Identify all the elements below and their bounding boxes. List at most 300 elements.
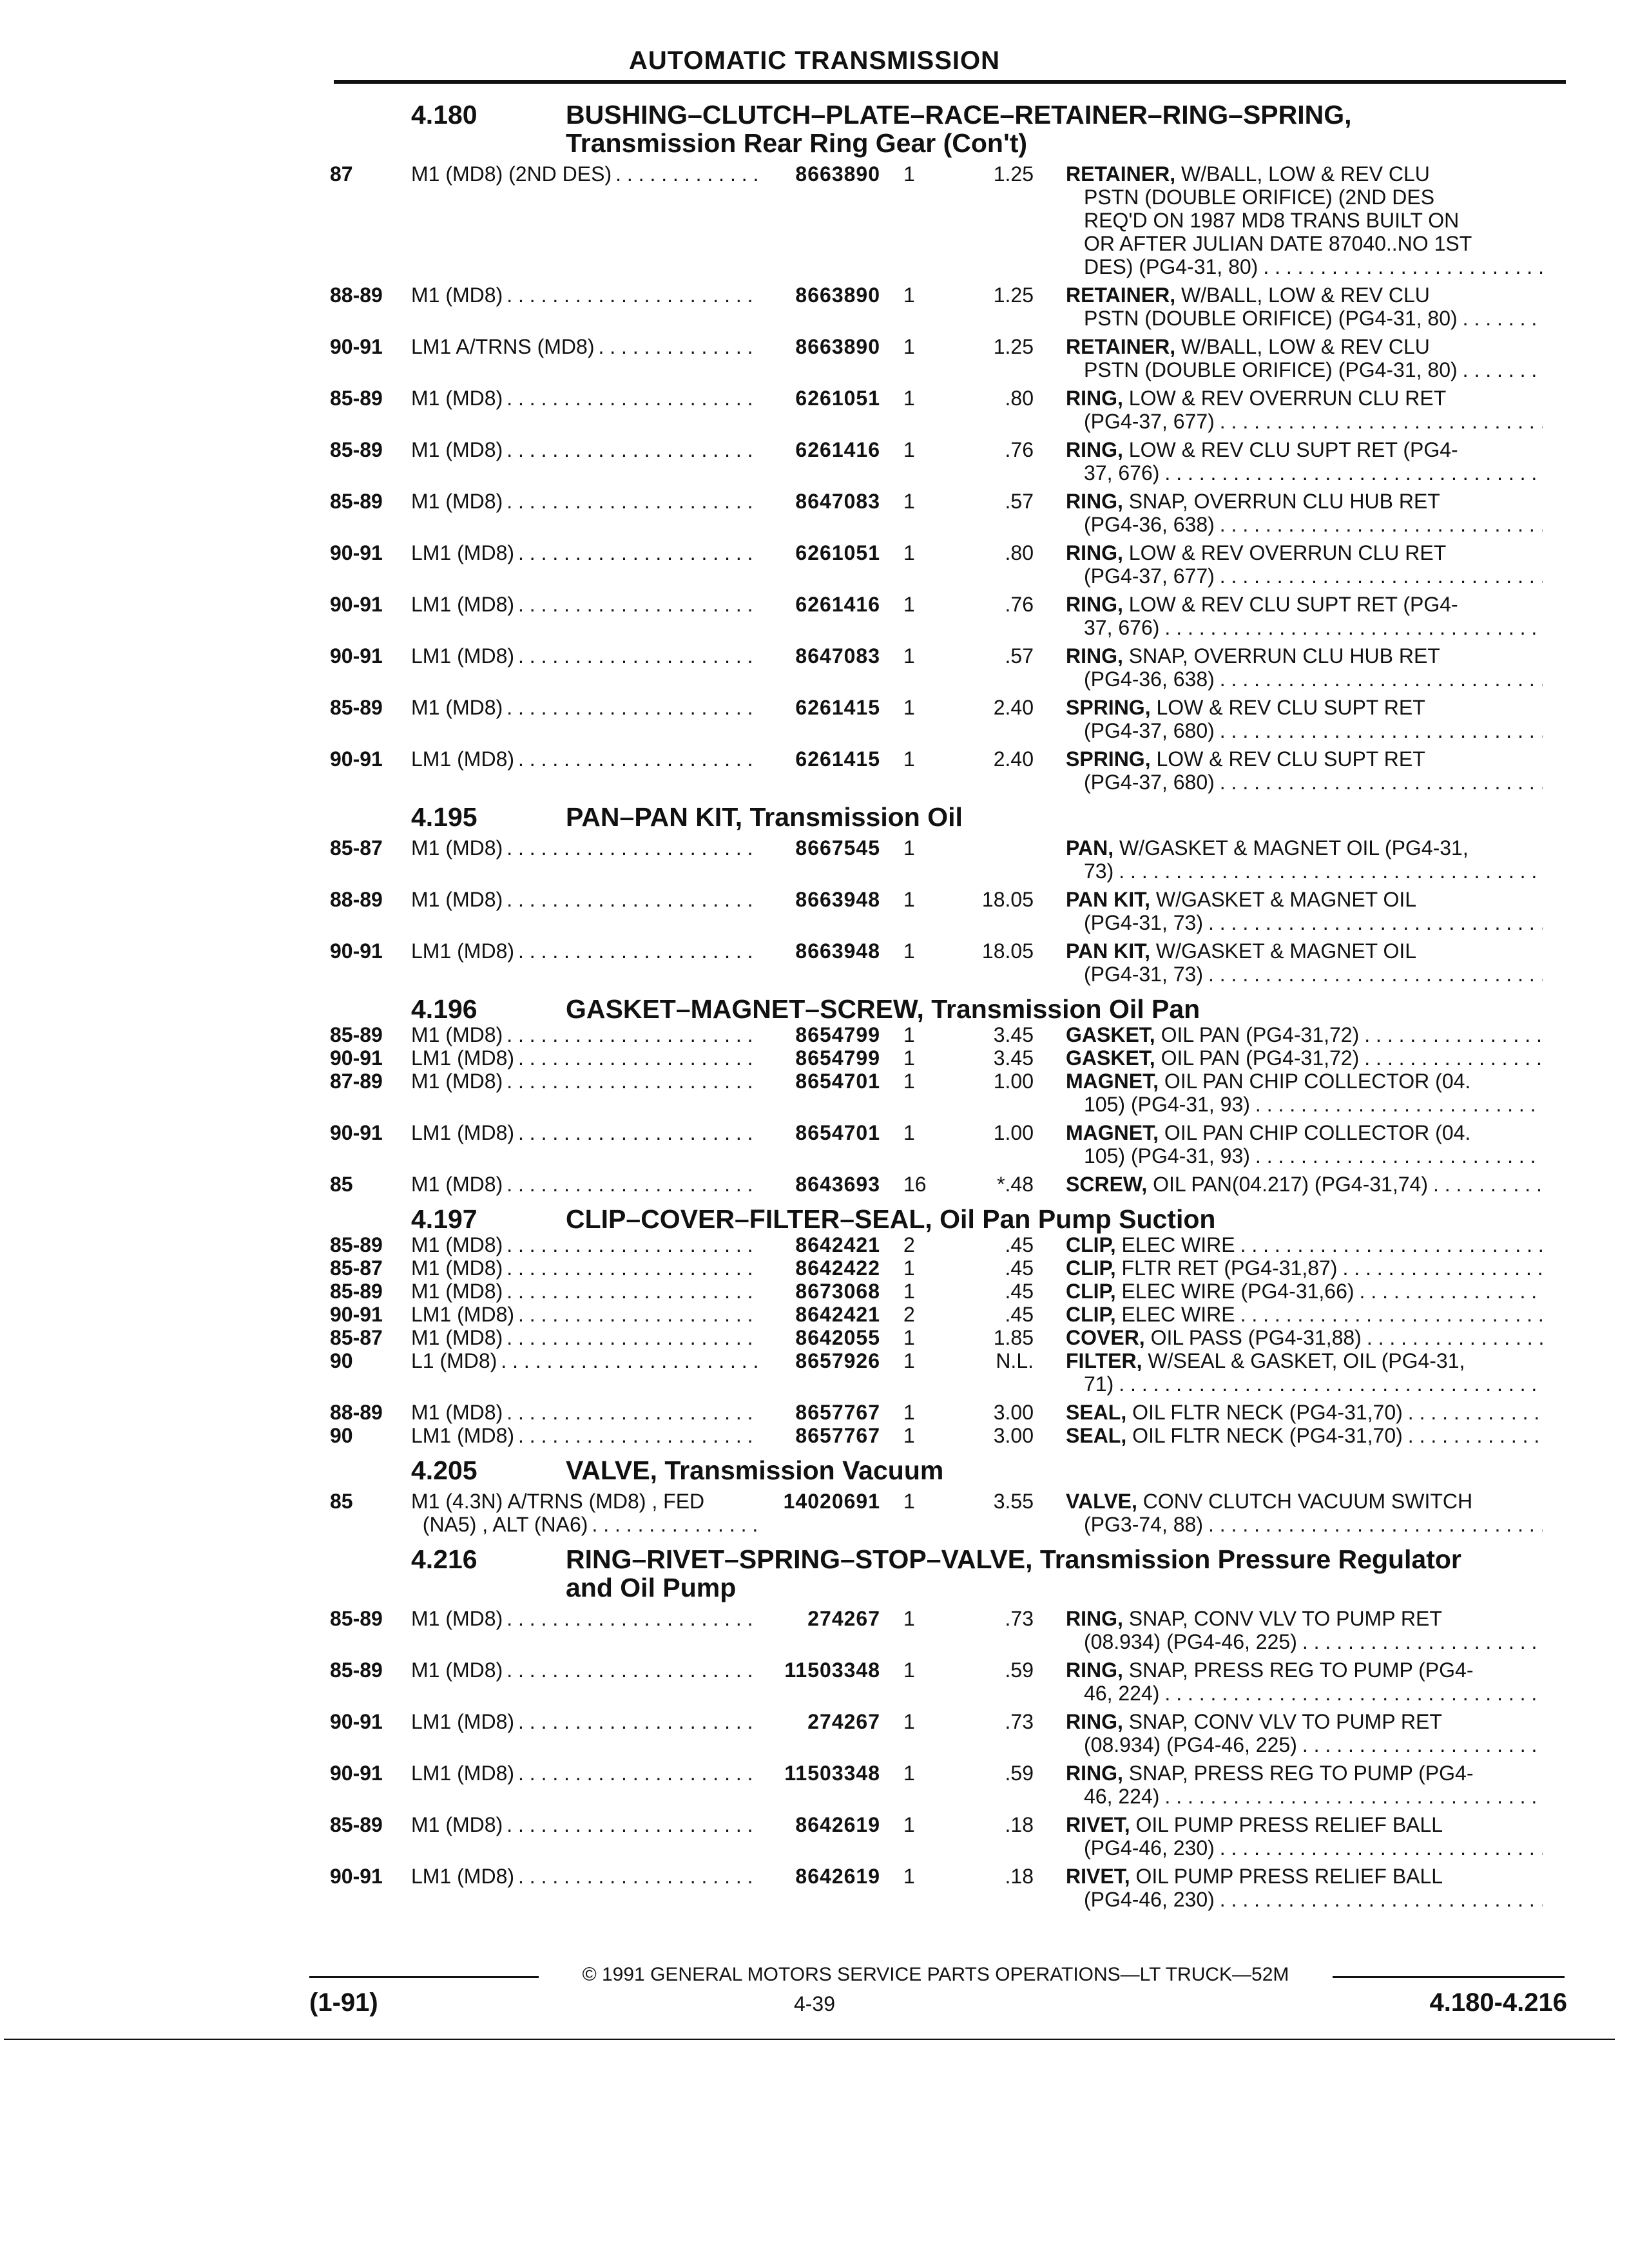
usage-description [411,1658,764,1705]
section-number: 4.180 [411,100,477,130]
usage-line [411,1513,764,1536]
quantity: 1 [903,1607,915,1630]
table-row [330,1607,1567,1653]
part-name-line [1066,490,1543,513]
section-title-line: BUSHING–CLUTCH–PLATE–RACE–RETAINER–RING–SPRING, [566,100,1352,130]
dot-leader [1367,1326,1543,1349]
table-row [330,1046,1567,1070]
section [330,803,1567,986]
table-row [330,1070,1567,1116]
dot-leader [1263,255,1543,278]
usage-text: M1 (MD8) [411,888,503,911]
section-title [566,995,1567,1023]
part-name-text: (PG4-36, 638) [1084,513,1215,536]
part-name-line [1066,1813,1543,1836]
quantity: 2 [903,1233,915,1256]
price: .45 [1005,1280,1034,1303]
part-name-text: 105) (PG4-31, 93) [1084,1093,1250,1116]
model-years: 85-89 [330,1280,383,1303]
table-row [330,1256,1567,1280]
section-title [566,101,1567,157]
price: 3.00 [993,1424,1034,1447]
part-number: 8663948 [795,888,880,911]
part-number: 8642619 [795,1865,880,1888]
part-name-line [1066,1326,1543,1349]
quantity: 1 [903,1256,915,1280]
part-name [1034,1256,1543,1280]
usage-description [411,747,764,794]
part-name [1034,162,1543,278]
usage-description [411,696,764,742]
usage-description [411,1607,764,1653]
usage-description [411,1326,764,1349]
part-name-line [1066,1630,1543,1653]
usage-description [411,644,764,691]
quantity: 1 [903,162,915,186]
part-type: COVER, [1066,1326,1145,1349]
part-name-line [1066,410,1543,433]
table-row [330,888,1567,934]
quantity: 1 [903,490,915,513]
section-title [566,1545,1567,1602]
part-type: MAGNET, [1066,1121,1159,1144]
part-name-text: DES) (PG4-31, 80) [1084,255,1258,278]
footer-rule-right [1333,1976,1565,1978]
price: 1.00 [993,1070,1034,1093]
dot-leader [506,1326,759,1349]
quantity: 1 [903,438,915,461]
part-name-line [1066,616,1543,639]
price: .45 [1005,1256,1034,1280]
dot-leader [506,490,759,536]
price: N.L. [996,1349,1034,1372]
part-name-first [1066,1762,1473,1785]
part-name-first [1066,1424,1403,1447]
part-type: RING, [1066,387,1123,410]
table-row [330,1658,1567,1705]
part-type: RING, [1066,1658,1123,1682]
table-row [330,1303,1567,1326]
part-name-text: LOW & REV OVERRUN CLU RET [1123,387,1447,410]
usage-text: M1 (MD8) [411,1070,503,1093]
dot-leader [506,696,759,742]
usage-description [411,888,764,934]
part-name [1034,1326,1543,1349]
usage-description [411,490,764,536]
part-name-line [1066,1349,1543,1372]
part-name-line [1066,1424,1543,1447]
part-name-first [1066,541,1446,564]
usage-text: M1 (MD8) [411,1256,503,1280]
dot-leader [518,1865,759,1911]
model-years: 87-89 [330,1070,383,1093]
part-name-text: (PG3-74, 88) [1084,1513,1203,1536]
dot-leader [1302,1733,1543,1756]
part-type: RING, [1066,438,1123,461]
dot-leader [1240,1233,1543,1256]
dot-leader [518,1121,759,1168]
part-name-text: (PG4-37, 680) [1084,719,1215,742]
part-name [1034,335,1543,381]
part-name-line [1066,1121,1543,1144]
usage-description [411,541,764,588]
part-name [1034,1490,1543,1536]
part-number: 8663948 [795,939,880,963]
dot-leader [518,747,759,794]
part-number: 274267 [807,1607,880,1630]
model-years: 90-91 [330,1710,383,1733]
part-name-line [1066,1865,1543,1888]
part-number: 8642421 [795,1303,880,1326]
price: 3.45 [993,1046,1034,1070]
part-name-text: CONV CLUTCH VACUUM SWITCH [1137,1490,1473,1513]
part-name-first [1066,593,1458,616]
part-number: 8654799 [795,1023,880,1046]
part-name-text: OIL PAN CHIP COLLECTOR (04. [1159,1121,1471,1144]
usage-text: M1 (MD8) [411,1280,503,1303]
part-name-line [1066,284,1543,307]
part-type: CLIP, [1066,1280,1116,1303]
table-row [330,696,1567,742]
part-type: RETAINER, [1066,284,1176,307]
part-name-text: 46, 224) [1084,1785,1160,1808]
usage-text: M1 (MD8) [411,1813,503,1836]
part-name-text: SNAP, OVERRUN CLU HUB RET [1123,490,1440,513]
part-name-line [1066,255,1543,278]
part-name-text: (PG4-37, 677) [1084,410,1215,433]
part-name-text: (PG4-46, 230) [1084,1836,1215,1860]
part-type: VALVE, [1066,1490,1137,1513]
price: 1.85 [993,1326,1034,1349]
dot-leader [506,387,759,433]
section-title-line: RING–RIVET–SPRING–STOP–VALVE, Transmission Pressure Regulator [566,1544,1461,1574]
model-years: 85-89 [330,1813,383,1836]
model-years: 88-89 [330,1401,383,1424]
price: 3.45 [993,1023,1034,1046]
dot-leader [1463,358,1543,381]
table-row [330,1233,1567,1256]
part-name [1034,1762,1543,1808]
table-row [330,1173,1567,1196]
part-number: 8663890 [795,335,880,358]
part-number: 8642055 [795,1326,880,1349]
part-name-text: 46, 224) [1084,1682,1160,1705]
quantity: 2 [903,1303,915,1326]
dot-leader [1240,1303,1543,1326]
part-name-text: 73) [1084,860,1114,883]
usage-description [411,1173,764,1196]
dot-leader [615,162,759,278]
part-name-text: LOW & REV OVERRUN CLU RET [1123,541,1447,564]
dot-leader [506,888,759,934]
part-type: PAN, [1066,836,1114,860]
section-heading [330,101,1567,157]
quantity: 1 [903,747,915,771]
usage-text: M1 (MD8) [411,1607,503,1630]
part-name-line: OR AFTER JULIAN DATE 87040..NO 1ST [1084,232,1472,255]
part-name-text: OIL PASS (PG4-31,88) [1144,1326,1362,1349]
part-name-first [1066,1658,1473,1682]
dot-leader [1208,911,1543,934]
part-type: FILTER, [1066,1349,1142,1372]
part-name-line [1066,335,1543,358]
part-type: CLIP, [1066,1303,1116,1326]
part-name-line [1066,644,1543,668]
dot-leader [1302,1630,1543,1653]
part-number: 8654701 [795,1121,880,1144]
dot-leader [518,1424,759,1447]
part-name-line [1066,461,1543,485]
part-name-line [1066,1710,1543,1733]
part-number: 8654799 [795,1046,880,1070]
part-name-line [1066,1023,1543,1046]
dot-leader [506,1658,759,1705]
part-name-text: PSTN (DOUBLE ORIFICE) (PG4-31, 80) [1084,307,1458,330]
usage-text: M1 (MD8) [411,836,503,860]
part-name-text: LOW & REV CLU SUPT RET (PG4- [1123,593,1458,616]
part-name [1034,836,1543,883]
part-name-text: SNAP, CONV VLV TO PUMP RET [1123,1607,1442,1630]
section [330,1205,1567,1447]
usage-text: LM1 (MD8) [411,1710,515,1733]
dot-leader [1208,963,1543,986]
part-name-line: PSTN (DOUBLE ORIFICE) (2ND DES [1084,186,1435,209]
section-number: 4.195 [411,802,477,832]
table-row [330,1326,1567,1349]
part-name-first [1066,1256,1337,1280]
part-name-first [1066,1865,1443,1888]
usage-description [411,387,764,433]
part-name-line [1066,1070,1543,1093]
part-number: 11503348 [784,1658,880,1682]
part-name-line [1066,1888,1543,1911]
quantity: 1 [903,1326,915,1349]
part-number: 6261415 [795,696,880,719]
model-years: 85-89 [330,696,383,719]
part-name-text: LOW & REV CLU SUPT RET [1150,747,1425,771]
price: .73 [1005,1710,1034,1733]
quantity: 1 [903,836,915,860]
quantity: 1 [903,593,915,616]
usage-description [411,1070,764,1116]
dot-leader [1164,1682,1543,1705]
usage-text: M1 (MD8) [411,1326,503,1349]
part-type: RIVET, [1066,1813,1130,1836]
model-years: 85-89 [330,490,383,513]
section-heading [330,995,1567,1023]
model-years: 85-87 [330,1256,383,1280]
usage-text: L1 (MD8) [411,1349,497,1372]
part-name [1034,1070,1543,1116]
model-years: 90-91 [330,1762,383,1785]
part-name-text: (PG4-37, 680) [1084,771,1215,794]
dot-leader [506,1173,759,1196]
section-title-line: Transmission Rear Ring Gear (Con't) [566,128,1027,158]
section [330,995,1567,1196]
part-name-line [1066,1762,1543,1785]
part-name [1034,696,1543,742]
part-name-line [1066,911,1543,934]
price: .45 [1005,1303,1034,1326]
usage-text: M1 (MD8) [411,1401,503,1424]
part-name [1034,747,1543,794]
part-type: SEAL, [1066,1401,1127,1424]
price: .76 [1005,593,1034,616]
part-name-text: (PG4-31, 73) [1084,911,1203,934]
part-name-text: 105) (PG4-31, 93) [1084,1144,1250,1168]
model-years: 90 [330,1424,353,1447]
part-number: 6261416 [795,438,880,461]
usage-line: M1 (4.3N) A/TRNS (MD8) , FED [411,1490,705,1513]
dot-leader [1164,461,1543,485]
price: .80 [1005,387,1034,410]
dot-leader [1408,1401,1543,1424]
section-title [566,1456,1567,1485]
quantity: 1 [903,696,915,719]
part-name-first [1066,747,1425,771]
table-row [330,939,1567,986]
quantity: 1 [903,1865,915,1888]
dot-leader [506,1023,759,1046]
part-name-text: OIL PAN (PG4-31,72) [1155,1023,1360,1046]
usage-text: LM1 (MD8) [411,1762,515,1785]
part-name-line [1066,1093,1543,1116]
quantity: 1 [903,644,915,668]
table-row [330,335,1567,381]
part-name-first [1066,1401,1403,1424]
part-type: RING, [1066,1607,1123,1630]
part-name-first [1066,1607,1442,1630]
part-name-line [1066,719,1543,742]
usage-description [411,1256,764,1280]
table-row [330,836,1567,883]
part-number: 8657767 [795,1401,880,1424]
model-years: 90-91 [330,1303,383,1326]
part-name-text: (PG4-37, 677) [1084,564,1215,588]
table-row [330,1490,1567,1536]
dot-leader [1255,1093,1543,1116]
part-name-line [1066,564,1543,588]
price: 18.05 [981,888,1034,911]
part-name-first [1066,696,1425,719]
part-name-text: W/GASKET & MAGNET OIL [1150,939,1417,963]
dot-leader [1364,1023,1543,1046]
usage-text: LM1 A/TRNS (MD8) [411,335,595,358]
part-name-line [1066,1303,1543,1326]
usage-text: M1 (MD8) [411,490,503,513]
section-title [566,1205,1567,1233]
usage-text: LM1 (MD8) [411,644,515,668]
part-number: 8643693 [795,1173,880,1196]
part-name-text: SNAP, CONV VLV TO PUMP RET [1123,1710,1442,1733]
part-type: RING, [1066,593,1123,616]
dot-leader [1364,1046,1543,1070]
part-name-first [1066,939,1416,963]
model-years: 90-91 [330,1121,383,1144]
section-number: 4.216 [411,1544,477,1574]
dot-leader [1119,1372,1543,1396]
part-number: 8667545 [795,836,880,860]
part-number: 8647083 [795,644,880,668]
part-name-first [1066,438,1458,461]
dot-leader [506,1401,759,1424]
usage-description [411,335,764,381]
price: .57 [1005,644,1034,668]
section-title-line: GASKET–MAGNET–SCREW, Transmission Oil Pan [566,994,1200,1024]
part-number: 8673068 [795,1280,880,1303]
usage-description [411,1046,764,1070]
section-heading [330,1205,1567,1233]
part-name-line [1066,836,1543,860]
price: 3.00 [993,1401,1034,1424]
part-name-line [1066,1256,1543,1280]
part-name-first [1066,1280,1354,1303]
part-name-text: OIL PAN (PG4-31,72) [1155,1046,1360,1070]
part-name [1034,1023,1543,1046]
usage-text: LM1 (MD8) [411,593,515,616]
part-name-text: W/BALL, LOW & REV CLU [1175,335,1430,358]
part-name-line [1066,939,1543,963]
price: .18 [1005,1813,1034,1836]
part-name-line [1066,1490,1543,1513]
header-rule [334,80,1566,84]
model-years: 85-89 [330,438,383,461]
bottom-rule [4,2039,1615,2040]
usage-description [411,438,764,485]
part-type: GASKET, [1066,1023,1155,1046]
part-name-first [1066,335,1430,358]
price: 1.00 [993,1121,1034,1144]
part-name [1034,1280,1543,1303]
usage-text: M1 (MD8) [411,1023,503,1046]
dot-leader [1433,1173,1543,1196]
table-row [330,162,1567,278]
part-name-line [1066,1836,1543,1860]
quantity: 1 [903,284,915,307]
part-name [1034,1401,1543,1424]
model-years: 85-87 [330,1326,383,1349]
part-name-text: ELEC WIRE [1115,1233,1235,1256]
table-row [330,284,1567,330]
dot-leader [518,644,759,691]
model-years: 85-87 [330,836,383,860]
dot-leader [1220,1836,1543,1860]
usage-description [411,593,764,639]
dot-leader [518,1046,759,1070]
table-row [330,1280,1567,1303]
part-name-text: 37, 676) [1084,461,1160,485]
model-years: 85-89 [330,1607,383,1630]
table-row [330,1023,1567,1046]
dot-leader [506,438,759,485]
part-name-text: W/BALL, LOW & REV CLU [1175,162,1430,186]
quantity: 1 [903,1813,915,1836]
usage-description [411,1303,764,1326]
part-number: 8642421 [795,1233,880,1256]
usage-text: M1 (MD8) [411,696,503,719]
quantity: 16 [903,1173,927,1196]
part-name-first [1066,1233,1235,1256]
part-name [1034,644,1543,691]
model-years: 90-91 [330,747,383,771]
part-type: RING, [1066,490,1123,513]
part-name-first [1066,1303,1235,1326]
model-years: 85-89 [330,387,383,410]
model-years: 85 [330,1173,353,1196]
usage-text: M1 (MD8) [411,438,503,461]
price: .59 [1005,1762,1034,1785]
part-name-line [1066,1607,1543,1630]
